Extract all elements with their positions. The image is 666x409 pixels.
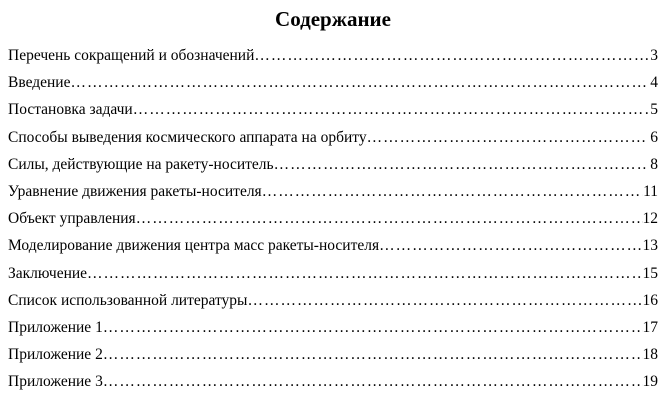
toc-entry [8,314,658,341]
dot-leader [103,314,643,341]
toc-entry-label: Приложение 2 [8,346,103,364]
toc-entry [8,178,658,205]
toc-entry-label: Силы, действующие на ракету-носитель [8,155,274,173]
toc-entry [8,42,658,69]
dot-leader [103,341,643,368]
toc-entry [8,205,658,232]
toc-entry-page: 5 [650,101,658,119]
toc-entry-page: 13 [642,237,658,255]
dot-leader [87,260,642,287]
dot-leader [103,368,643,395]
toc-entry-page: 18 [642,346,658,364]
toc-entry-page: 3 [650,47,658,64]
table-of-contents [8,42,658,395]
toc-entry-label: Приложение 3 [8,373,103,391]
toc-entry [8,368,658,395]
dot-leader [367,124,648,151]
dot-leader [136,205,643,232]
toc-entry [8,260,658,287]
toc-entry-page: 6 [650,128,658,146]
dot-leader [262,178,643,205]
dot-leader [254,42,648,69]
toc-entry-page: 12 [642,210,658,228]
toc-entry-page: 4 [650,74,658,92]
toc-entry-page: 11 [643,182,658,200]
toc-entry-page: 17 [642,318,658,336]
toc-entry [8,96,658,123]
toc-entry-label: Уравнение движения ракеты-носителя [8,182,262,200]
dot-leader [274,151,648,178]
toc-entry-label: Постановка задачи [8,101,133,119]
toc-entry-label: Введение [8,74,71,92]
dot-leader [70,69,648,96]
dot-leader [133,96,648,123]
toc-entry [8,151,658,178]
toc-entry-page: 19 [642,373,658,391]
toc-entry-label: Моделирование движения центра масс ракеты-носителя [8,237,380,255]
dot-leader [247,287,642,314]
toc-entry-label: Заключение [8,264,88,282]
toc-entry-page: 8 [650,155,658,173]
toc-entry [8,232,658,259]
toc-entry-page: 15 [642,264,658,282]
page-title: Содержание [275,7,391,31]
toc-entry-label: Объект управления [8,210,136,228]
toc-entry-label: Список использованной литературы [8,291,248,309]
toc-entry [8,69,658,96]
toc-entry [8,287,658,314]
toc-entry [8,341,658,368]
toc-entry-label: Перечень сокращений и обозначений [8,47,255,64]
toc-entry [8,124,658,151]
toc-entry-label: Способы выведения космического аппарата на орбиту [8,128,367,146]
toc-entry-label: Приложение 1 [8,318,103,336]
toc-entry-page: 16 [642,291,658,309]
dot-leader [379,232,642,259]
